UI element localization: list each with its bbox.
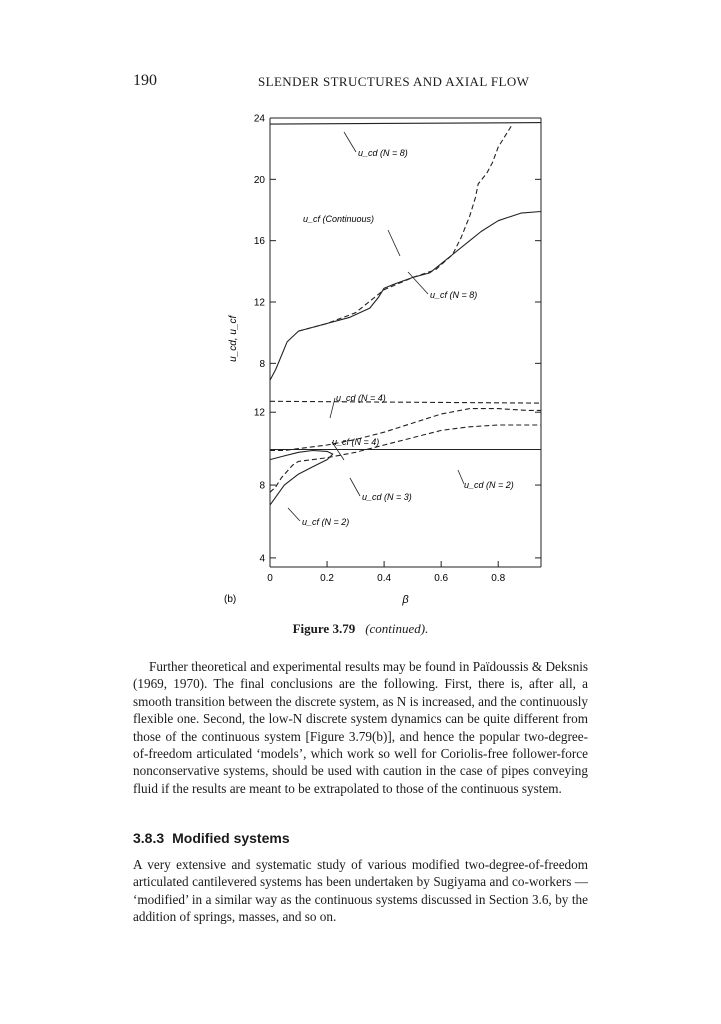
section-title: Modified systems	[172, 830, 290, 846]
annotation-leader	[288, 508, 300, 521]
panel-label: (b)	[224, 594, 237, 605]
y-tick-label: 20	[253, 174, 265, 186]
y-tick-label: 4	[259, 553, 265, 565]
section-heading	[133, 830, 290, 846]
annotation-leader	[350, 478, 360, 496]
caption-text: (continued).	[365, 621, 429, 636]
annotation-leader	[408, 272, 428, 294]
lower-panel	[254, 393, 541, 606]
series-line	[270, 212, 541, 381]
curve-annotation: u_cf (N = 8)	[430, 290, 478, 300]
figure-caption	[0, 621, 721, 637]
curve-annotation: u_cd (N = 8)	[358, 148, 408, 158]
curve-annotation: u_cf (N = 4)	[332, 437, 380, 447]
running-head: SLENDER STRUCTURES AND AXIAL FLOW	[258, 74, 530, 89]
section-number: 3.8.3	[133, 830, 165, 846]
series-line	[270, 409, 541, 451]
y-tick-label: 16	[253, 236, 265, 248]
upper-panel	[228, 114, 541, 395]
paragraph-results: Further theoretical and experimental results may be found in Païdoussis & Deksnis (1969, 1970). The final conclusions are the following. First, there is, after all, a smooth transition between the discrete system, as N is increased, and the continuously flexible one. Second, the low-N discrete system dynamics can be quite different from those of the continuous system [Figure 3.79(b)], and hence the popular two-degree-of-freedom articulated ‘models’, which work so well for Coriolis-free follower-force nonconservative systems, should be used with caution in the case of pipes conveying fluid if the results are meant to be extrapolated to those of the continuous system.	[133, 659, 588, 796]
curve-annotation: u_cd (N = 2)	[464, 480, 514, 490]
caption-number: Figure 3.79	[292, 621, 356, 636]
x-tick-label: 0.2	[320, 573, 335, 584]
curve-annotation: u_cd (N = 4)	[336, 393, 386, 403]
y-tick-label: 12	[253, 407, 265, 419]
x-tick-label: 0	[267, 573, 273, 584]
page-number: 190	[133, 72, 157, 89]
y-tick-label: 8	[259, 358, 265, 370]
curve-annotation: u_cd (N = 3)	[362, 492, 412, 502]
annotation-leader	[330, 398, 335, 418]
series-line	[270, 401, 541, 403]
curve-annotation: u_cf (N = 2)	[302, 517, 350, 527]
annotation-leader	[344, 132, 356, 152]
y-axis-label: u_cd, u_cf	[228, 315, 239, 362]
y-tick-label: 8	[259, 480, 265, 492]
series-line	[270, 123, 541, 125]
y-tick-label: 12	[253, 297, 265, 309]
x-tick-label: 0.4	[377, 573, 392, 584]
y-tick-label: 24	[253, 113, 265, 125]
x-tick-label: 0.8	[491, 573, 506, 584]
paragraph-modified-systems: A very extensive and systematic study of various modified two-degree-of-freedom articulated cantilevered systems has been undertaken by Sugiyama and co-workers — ‘modified’ in a similar way as the continuous systems discussed in Section 3.6, by the addition of springs, masses, and so on.	[133, 857, 588, 925]
x-axis-label: β	[402, 594, 409, 606]
annotation-leader	[388, 230, 400, 256]
x-tick-label: 0.6	[434, 573, 449, 584]
curve-annotation: u_cf (Continuous)	[303, 214, 375, 224]
